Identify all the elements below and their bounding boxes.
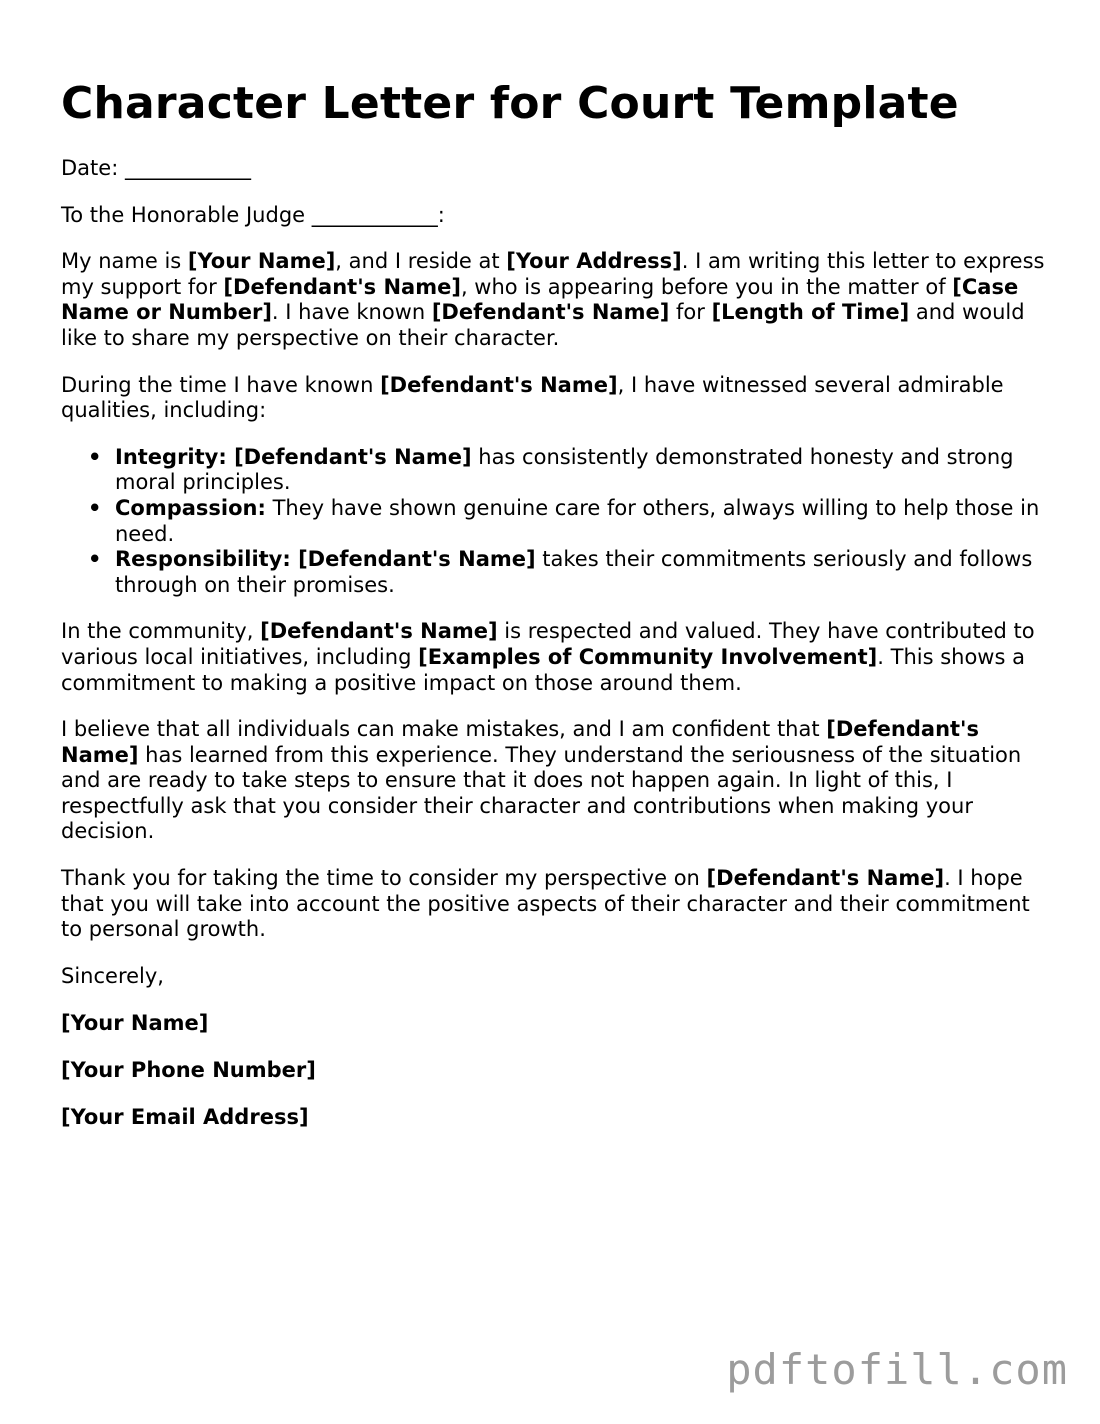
qualities-intro-paragraph xyxy=(61,373,1046,424)
text-segment: . I have known xyxy=(271,300,432,325)
text-segment: , and I reside at xyxy=(335,249,507,274)
intro-paragraph xyxy=(61,249,1046,351)
placeholder-defendant-name: [Defendant's Name] xyxy=(223,274,461,299)
text-segment: . I hope that you will take into account the positive aspects of their character and their commitment to personal growth. xyxy=(61,866,1030,942)
list-item-label: Compassion: xyxy=(115,495,266,520)
text-segment: My name is xyxy=(61,249,188,274)
list-item-responsibility xyxy=(88,547,1046,598)
list-item-label: Integrity: [Defendant's Name] xyxy=(115,444,472,469)
list-item-text: They have shown genuine care for others, always willing to help those in need. xyxy=(115,495,1040,546)
text-segment: . I am writing this letter to express my support for xyxy=(61,249,1045,299)
placeholder-defendant-name: [Defendant's Name] xyxy=(431,300,670,325)
bullet-icon: • xyxy=(88,444,102,469)
text-segment: , who is appearing before you in the matter of xyxy=(460,274,953,299)
placeholder-community-involvement: [Examples of Community Involvement] xyxy=(418,644,878,669)
list-item-label: Responsibility: [Defendant's Name] xyxy=(115,547,536,572)
date-line: Date: ____________ xyxy=(61,156,251,180)
text-segment: and would like to share my perspective on their character. xyxy=(61,300,1025,350)
text-segment: I believe that all individuals can make mistakes, and I am confident that xyxy=(61,717,827,742)
list-item-text: has consistently demonstrated honesty and strong moral principles. xyxy=(115,444,1014,495)
placeholder-defendant-name: [Defendant's Name] xyxy=(380,372,618,397)
mistakes-paragraph xyxy=(61,717,1046,845)
signature-email: [Your Email Address] xyxy=(61,1105,309,1130)
salutation: To the Honorable Judge ____________: xyxy=(61,202,445,227)
list-item-integrity xyxy=(88,444,1046,496)
list-item-compassion xyxy=(88,495,1046,547)
document-title: Character Letter for Court Template xyxy=(61,78,959,129)
text-segment: has learned from this experience. They understand the seriousness of the situation and are ready to take steps to ensure that it does not happen again. In light of this, I respectfully ask that you consider their character and contributions when making your decision. xyxy=(61,742,1022,844)
thank-you-paragraph xyxy=(61,866,1046,943)
bullet-icon: • xyxy=(88,547,102,572)
text-segment: Thank you for taking the time to consider my perspective on xyxy=(61,866,707,891)
closing: Sincerely, xyxy=(61,963,164,988)
placeholder-defendant-name: [Defendant's Name] xyxy=(706,866,945,891)
list-item-text: takes their commitments seriously and follows through on their promises. xyxy=(115,547,1033,597)
text-segment: , I have witnessed several admirable qualities, including: xyxy=(61,372,1004,423)
bullet-icon: • xyxy=(88,495,102,520)
qualities-list xyxy=(61,445,1046,599)
text-segment: . This shows a commitment to making a positive impact on those around them. xyxy=(61,644,1025,695)
signature-phone: [Your Phone Number] xyxy=(61,1058,316,1083)
text-segment: During the time I have known xyxy=(61,372,381,397)
text-segment: In the community, xyxy=(61,619,261,644)
text-segment: for xyxy=(669,300,712,325)
placeholder-defendant-name: [Defendant's Name] xyxy=(61,717,979,767)
placeholder-length-of-time: [Length of Time] xyxy=(711,300,910,325)
community-paragraph xyxy=(61,619,1046,696)
placeholder-your-name: [Your Name] xyxy=(187,249,336,274)
text-segment: is respected and valued. They have contributed to various local initiatives, including xyxy=(61,619,1035,669)
signature-name: [Your Name] xyxy=(61,1011,209,1036)
watermark: pdftofill.com xyxy=(726,1345,1068,1394)
letter-page xyxy=(61,78,1046,1151)
placeholder-defendant-name: [Defendant's Name] xyxy=(260,619,498,644)
placeholder-case-name: [Case Name or Number] xyxy=(61,274,1019,325)
placeholder-your-address: [Your Address] xyxy=(506,249,682,274)
